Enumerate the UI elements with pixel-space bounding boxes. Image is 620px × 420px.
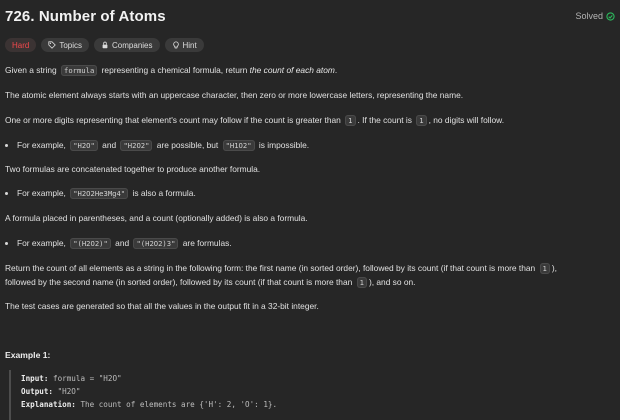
hint-label: Hint	[182, 40, 197, 50]
companies-label: Companies	[112, 40, 153, 50]
example-block	[9, 370, 617, 420]
inline-code: "(H2O2)3"	[133, 238, 178, 249]
example-input-line: Input: formula = "H2O"	[21, 374, 122, 383]
inline-code: "H1O2"	[223, 140, 255, 151]
problem-description-panel: 726. Number of Atoms Solved Hard Topics Companies Hint Given a string formula representing a chemical formula, return the count of each atom. The atomic element always starts with an uppercase character, then zero or more lowercase letters, representing the name. One or more digits representing that element's count may follow if the count is greater than 1 . If the count is 1 , no digits will follow. For example, "H2O" and "H2O2" are possible, but "H1O2" is impossible. Two formulas are concatenated together to produce another formula. For example, "H2O2He3Mg4" is also a formula. A formula placed in parentheses, and a count (optionally added) is also a formula. For example, "(H2O2)" and "(H2O2)3" are formulas. Return the count of all elements as a string in the following form: the first name (in sorted order), followed by its count (if that count is more than 1 ), followed by the second name (in sorted order), followed by its count (if that count is more than 1 ), and so on. The test cases are generated so that all the values in the output fit in a 32-bit integer. Example 1: Input: formula = "H2O" Output: "H2O" Explanation: The count of elements are {'H': 2, 'O': 1}.	[5, 0, 615, 420]
description-paragraph-5: A formula placed in parentheses, and a count (optionally added) is also a formula.	[5, 213, 308, 223]
inline-code: 1	[357, 277, 367, 288]
solved-label: Solved	[575, 11, 603, 21]
inline-code: "(H2O2)"	[70, 238, 111, 249]
difficulty-badge	[5, 38, 36, 52]
example-explanation-line: Explanation: The count of elements are {'H': 2, 'O': 1}.	[21, 400, 278, 409]
description-paragraph-6: Return the count of all elements as a string in the following form: the first name (in sorted order), followed by its count (if that count is more than 1 ),	[5, 263, 557, 273]
topics-label: Topics	[59, 40, 83, 50]
lock-icon	[101, 41, 109, 49]
topics-button[interactable]	[41, 38, 89, 52]
bullet-dot	[5, 144, 8, 147]
problem-title[interactable]: 726. Number of Atoms	[5, 8, 166, 25]
solved-status	[575, 11, 615, 21]
description-paragraph-7: followed by the second name (in sorted order), followed by its count (if that count is more than 1 ), and so on.	[5, 277, 416, 287]
tag-icon	[48, 41, 56, 49]
example-output-line: Output: "H2O"	[21, 387, 81, 396]
difficulty-label: Hard	[12, 40, 30, 50]
lightbulb-icon	[172, 41, 180, 49]
inline-code: "H2O2He3Mg4"	[70, 188, 128, 199]
inline-code: 1	[345, 115, 355, 126]
bullet-dot	[5, 242, 8, 245]
description-paragraph-1: Given a string formula representing a chemical formula, return the count of each atom.	[5, 65, 338, 75]
problem-tags	[5, 38, 204, 52]
example-title: Example 1:	[5, 350, 51, 360]
inline-code: "H2O"	[70, 140, 98, 151]
inline-code: 1	[416, 115, 426, 126]
inline-code: formula	[61, 65, 97, 76]
hint-button[interactable]	[165, 38, 204, 52]
description-paragraph-3: One or more digits representing that element's count may follow if the count is greater than 1 . If the count is 1 , no digits will follow.	[5, 115, 505, 125]
companies-button[interactable]	[94, 38, 159, 52]
inline-code: 1	[540, 263, 550, 274]
description-paragraph-8: The test cases are generated so that all the values in the output fit in a 32-bit integer.	[5, 301, 319, 311]
inline-code: "H2O2"	[120, 140, 152, 151]
check-circle-icon	[606, 12, 615, 21]
problem-header	[5, 8, 615, 28]
description-paragraph-4: Two formulas are concatenated together to produce another formula.	[5, 164, 261, 174]
description-paragraph-2: The atomic element always starts with an uppercase character, then zero or more lowercase letters, representing the name.	[5, 90, 464, 100]
bullet-dot	[5, 192, 8, 195]
